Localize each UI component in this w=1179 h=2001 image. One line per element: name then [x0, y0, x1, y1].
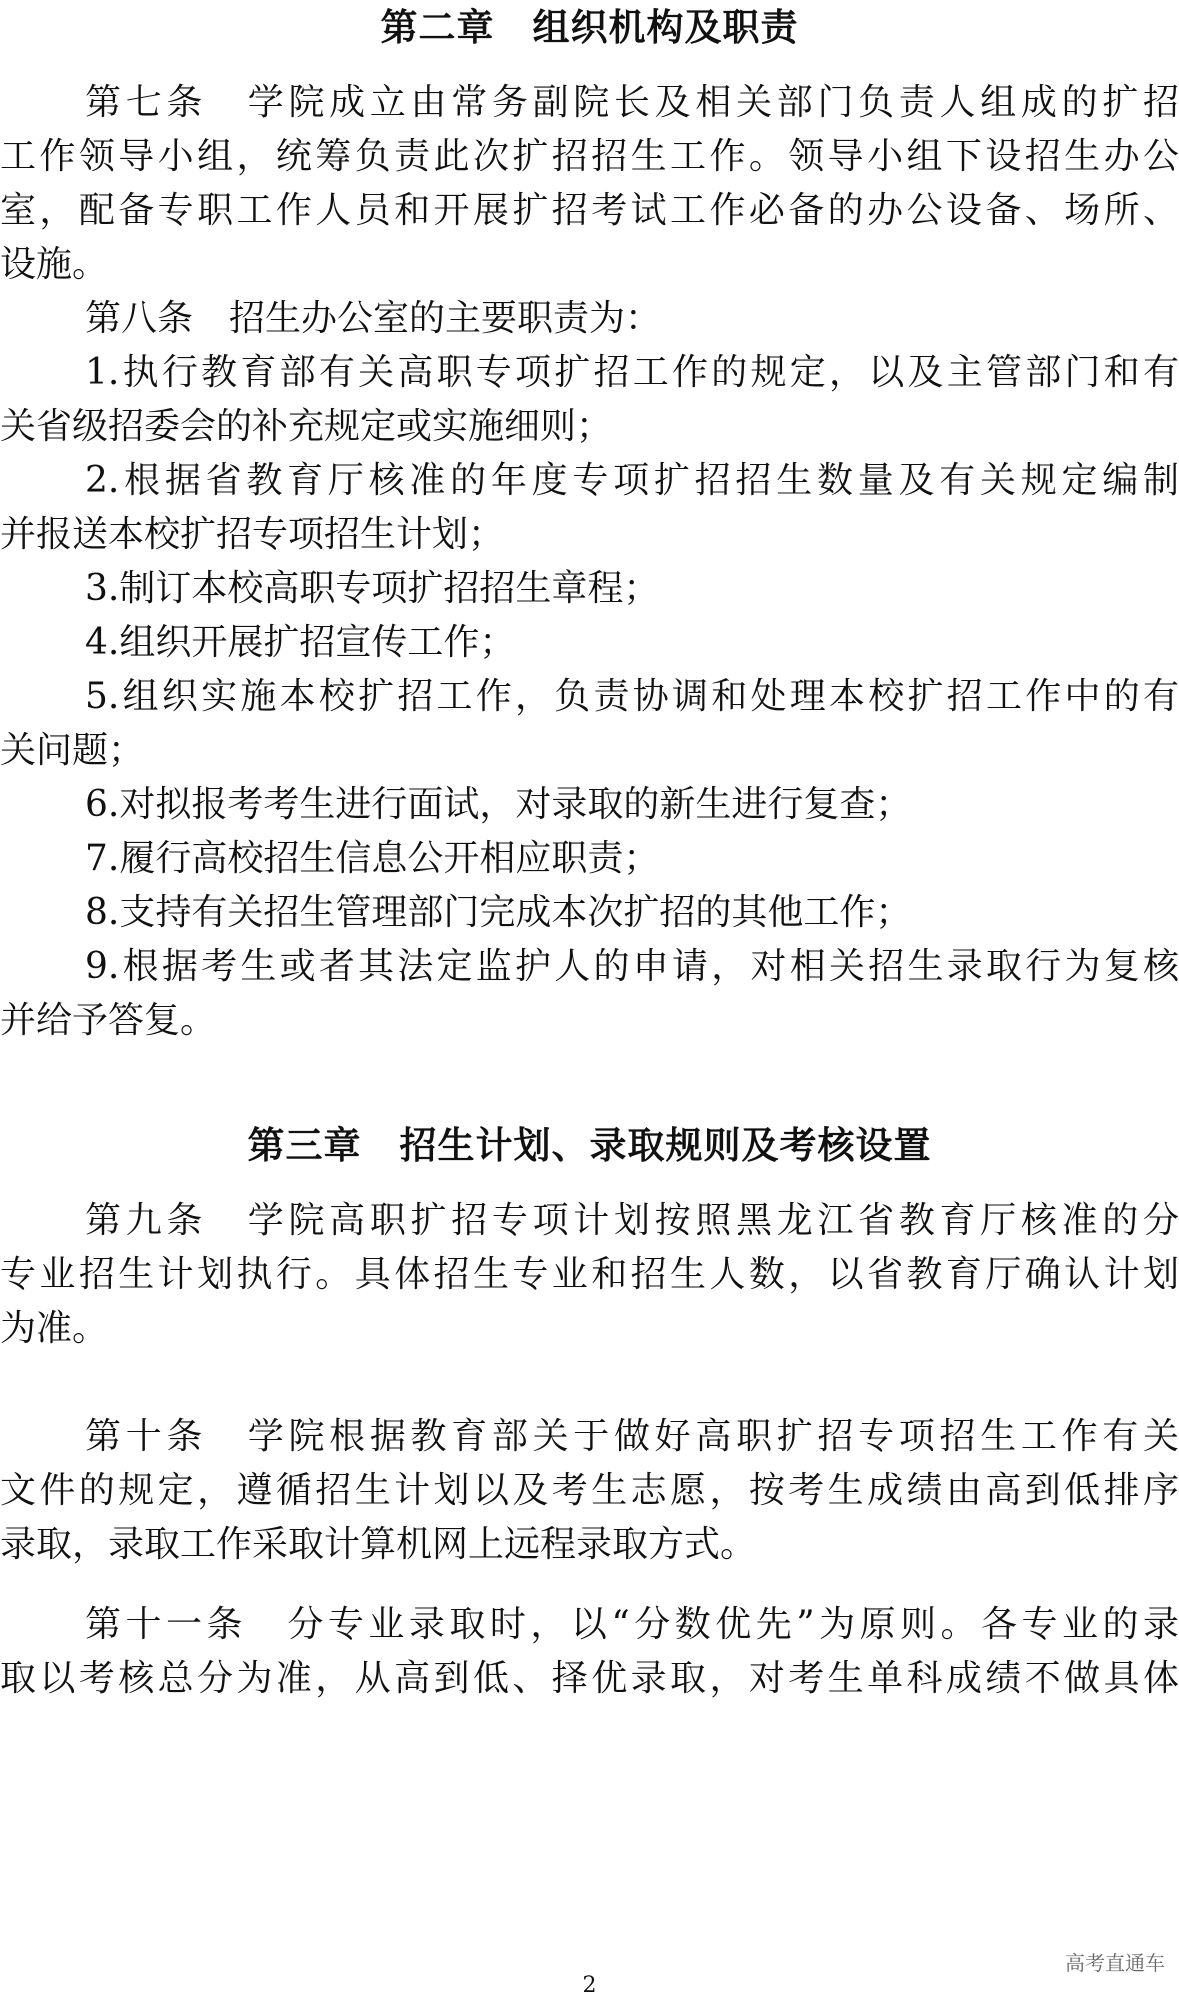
article-10-line-1: 第十条 学院根据教育部关于做好高职扩招专项招生工作有关: [85, 1416, 1179, 1457]
article-10-line-2: 文件的规定，遵循招生计划以及考生志愿，按考生成绩由高到低排序: [0, 1470, 1179, 1511]
article-7-line-4: 设施。: [0, 244, 109, 285]
article-8-item-4: 4.组织开展扩招宣传工作；: [85, 622, 516, 663]
watermark-text: 高考直通车: [1065, 1951, 1165, 1975]
article-8-item-2-line-1: 2.根据省教育厅核准的年度专项扩招招生数量及有关规定编制: [85, 460, 1179, 501]
chapter-2-heading: 第二章 组织机构及职责: [380, 6, 799, 49]
article-8-item-7: 7.履行高校招生信息公开相应职责；: [85, 838, 660, 879]
article-9-line-2: 专业招生计划执行。具体招生专业和招生人数，以省教育厅确认计划: [0, 1254, 1179, 1295]
article-8-item-2-line-2: 并报送本校扩招专项招生计划；: [0, 514, 505, 555]
article-8-item-8: 8.支持有关招生管理部门完成本次扩招的其他工作；: [85, 892, 912, 933]
article-8-item-5-line-2: 关问题；: [0, 730, 145, 771]
article-7-line-2: 工作领导小组，统筹负责此次扩招招生工作。领导小组下设招生办公: [0, 136, 1179, 177]
article-8-item-9-line-1: 9.根据考生或者其法定监护人的申请，对相关招生录取行为复核: [85, 946, 1179, 987]
article-9-line-1: 第九条 学院高职扩招专项计划按照黑龙江省教育厅核准的分: [85, 1200, 1179, 1241]
article-7-line-3: 室，配备专职工作人员和开展扩招考试工作必备的办公设备、场所、: [0, 190, 1179, 231]
article-8-intro: 第八条 招生办公室的主要职责为：: [85, 298, 662, 339]
page-number: 2: [582, 1973, 597, 1998]
chapter-3-heading: 第三章 招生计划、录取规则及考核设置: [247, 1124, 932, 1167]
article-7-line-1: 第七条 学院成立由常务副院长及相关部门负责人组成的扩招: [85, 82, 1179, 123]
article-11-line-1: 第十一条 分专业录取时，以“分数优先”为原则。各专业的录: [85, 1604, 1179, 1645]
article-8-item-5-line-1: 5.组织实施本校扩招工作，负责协调和处理本校扩招工作中的有: [85, 676, 1179, 717]
article-8-item-9-line-2: 并给予答复。: [0, 1000, 217, 1041]
article-8-item-1-line-1: 1.执行教育部有关高职专项扩招工作的规定，以及主管部门和有: [85, 352, 1179, 393]
article-10-line-3: 录取，录取工作采取计算机网上远程录取方式。: [0, 1524, 757, 1565]
article-9-line-3: 为准。: [0, 1308, 109, 1349]
article-8-item-1-line-2: 关省级招委会的补充规定或实施细则；: [0, 406, 613, 447]
article-8-item-6: 6.对拟报考考生进行面试，对录取的新生进行复查；: [85, 784, 912, 825]
article-11-line-2: 取以考核总分为准，从高到低、择优录取，对考生单科成绩不做具体: [0, 1658, 1179, 1699]
article-8-item-3: 3.制订本校高职专项扩招招生章程；: [85, 568, 660, 609]
